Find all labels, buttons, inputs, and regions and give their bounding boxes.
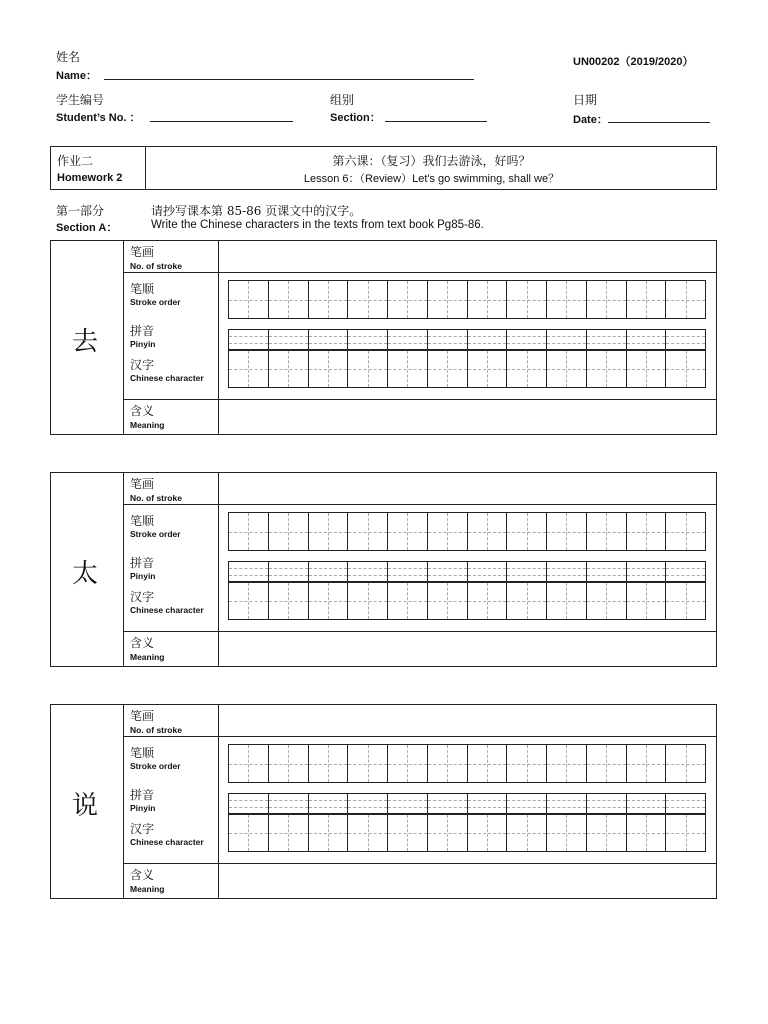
writing-cell[interactable] <box>269 794 309 813</box>
pinyin-label-en: Pinyin <box>130 339 156 349</box>
writing-cell[interactable] <box>269 583 309 619</box>
writing-cell[interactable] <box>309 513 349 550</box>
writing-cell[interactable] <box>507 794 547 813</box>
pinyin-label-en: Pinyin <box>130 803 156 813</box>
stroke-order-label-en: Stroke order <box>130 761 181 771</box>
writing-cell[interactable] <box>507 815 547 851</box>
writing-cell[interactable] <box>348 745 388 782</box>
section-a-instruction-cn: 请抄写课本第 85-86 页课文中的汉字。 <box>151 204 362 218</box>
writing-cell[interactable] <box>587 513 627 550</box>
writing-cell[interactable] <box>428 583 468 619</box>
character-label-cn: 汉字 <box>130 358 155 372</box>
writing-cell[interactable] <box>547 794 587 813</box>
writing-cell[interactable] <box>269 513 309 550</box>
section-label-en: Section： <box>330 112 381 124</box>
pinyin-grid <box>228 329 706 350</box>
character-label-en: Chinese character <box>130 373 204 383</box>
character-grid <box>228 350 706 388</box>
name-label-en: Name： <box>56 70 97 82</box>
writing-cell[interactable] <box>587 583 627 619</box>
writing-cell[interactable] <box>547 330 587 349</box>
section-a-label-cn: 第一部分 <box>56 204 105 218</box>
writing-cell[interactable] <box>547 351 587 387</box>
title-box <box>50 146 717 190</box>
course-code: UN00202（2019/2020） <box>573 56 694 68</box>
writing-cell[interactable] <box>388 351 428 387</box>
writing-cell[interactable] <box>229 745 269 782</box>
writing-cell[interactable] <box>229 815 269 851</box>
writing-cell[interactable] <box>627 351 667 387</box>
pinyin-label-en: Pinyin <box>130 571 156 581</box>
character-label-en: Chinese character <box>130 837 204 847</box>
strokes-label-en: No. of stroke <box>130 725 182 735</box>
writing-cell[interactable] <box>388 745 428 782</box>
stroke-order-grid <box>228 512 706 551</box>
writing-cell[interactable] <box>587 281 627 318</box>
character-label-cn: 汉字 <box>130 822 155 836</box>
writing-cell[interactable] <box>309 583 349 619</box>
writing-cell[interactable] <box>269 330 309 349</box>
writing-cell[interactable] <box>348 794 388 813</box>
pinyin-label-cn: 拼音 <box>130 556 155 570</box>
writing-cell[interactable] <box>666 330 705 349</box>
writing-cell[interactable] <box>627 513 667 550</box>
writing-cell[interactable] <box>468 815 508 851</box>
homework-label-cn: 作业二 <box>57 154 94 168</box>
writing-cell[interactable] <box>547 281 587 318</box>
writing-cell[interactable] <box>587 794 627 813</box>
writing-cell[interactable] <box>428 351 468 387</box>
writing-cell[interactable] <box>309 815 349 851</box>
meaning-label-en: Meaning <box>130 652 165 662</box>
student-no-label-cn: 学生编号 <box>56 93 105 107</box>
writing-cell[interactable] <box>428 562 468 581</box>
writing-cell[interactable] <box>229 562 269 581</box>
writing-cell[interactable] <box>587 351 627 387</box>
writing-cell[interactable] <box>507 281 547 318</box>
writing-cell[interactable] <box>388 281 428 318</box>
writing-cell[interactable] <box>428 745 468 782</box>
name-field[interactable] <box>104 79 474 80</box>
section-a-label-en: Section A： <box>56 222 118 234</box>
stroke-order-label-cn: 笔顺 <box>130 282 155 296</box>
writing-cell[interactable] <box>309 745 349 782</box>
writing-cell[interactable] <box>428 330 468 349</box>
writing-cell[interactable] <box>229 281 269 318</box>
date-label-cn: 日期 <box>573 93 598 107</box>
writing-cell[interactable] <box>269 351 309 387</box>
writing-cell[interactable] <box>507 583 547 619</box>
writing-cell[interactable] <box>229 583 269 619</box>
writing-cell[interactable] <box>468 330 508 349</box>
writing-cell[interactable] <box>468 562 508 581</box>
character-grid <box>228 814 706 852</box>
writing-cell[interactable] <box>348 351 388 387</box>
writing-cell[interactable] <box>627 794 667 813</box>
stroke-order-grid <box>228 280 706 319</box>
writing-cell[interactable] <box>666 351 705 387</box>
lesson-title-en: Lesson 6：（Review）Let's go swimming, shall we？ <box>303 173 560 185</box>
strokes-label-en: No. of stroke <box>130 261 182 271</box>
writing-cell[interactable] <box>547 745 587 782</box>
writing-cell[interactable] <box>309 330 349 349</box>
writing-cell[interactable] <box>229 794 269 813</box>
writing-cell[interactable] <box>666 583 705 619</box>
writing-cell[interactable] <box>348 330 388 349</box>
section-a-instruction-en: Write the Chinese characters in the texts from text book Pg85-86. <box>151 219 484 231</box>
writing-cell[interactable] <box>348 815 388 851</box>
writing-cell[interactable] <box>468 794 508 813</box>
writing-cell[interactable] <box>309 794 349 813</box>
meaning-label-en: Meaning <box>130 884 165 894</box>
character-label-cn: 汉字 <box>130 590 155 604</box>
writing-cell[interactable] <box>627 562 667 581</box>
character-grid <box>228 582 706 620</box>
writing-cell[interactable] <box>666 745 705 782</box>
writing-cell[interactable] <box>507 513 547 550</box>
lesson-title-cn: 第六课：（复习）我们去游泳，好吗？ <box>332 154 531 168</box>
writing-cell[interactable] <box>666 513 705 550</box>
writing-cell[interactable] <box>627 815 667 851</box>
writing-cell[interactable] <box>269 281 309 318</box>
writing-cell[interactable] <box>666 562 705 581</box>
writing-cell[interactable] <box>468 513 508 550</box>
strokes-label-en: No. of stroke <box>130 493 182 503</box>
homework-label-en: Homework 2 <box>57 172 123 184</box>
strokes-label-cn: 笔画 <box>130 477 155 491</box>
writing-cell[interactable] <box>388 794 428 813</box>
writing-cell[interactable] <box>388 815 428 851</box>
stroke-order-label-cn: 笔顺 <box>130 746 155 760</box>
writing-cell[interactable] <box>388 330 428 349</box>
writing-cell[interactable] <box>666 815 705 851</box>
student-no-field[interactable] <box>150 121 293 122</box>
date-label-en: Date： <box>573 114 608 126</box>
writing-cell[interactable] <box>428 815 468 851</box>
section-field[interactable] <box>385 121 487 122</box>
name-label-cn: 姓名 <box>56 50 81 64</box>
writing-cell[interactable] <box>468 281 508 318</box>
writing-cell[interactable] <box>627 745 667 782</box>
writing-cell[interactable] <box>269 815 309 851</box>
writing-cell[interactable] <box>547 815 587 851</box>
stroke-order-grid <box>228 744 706 783</box>
meaning-label-cn: 含义 <box>130 868 155 882</box>
character-practice-block <box>50 472 717 667</box>
writing-cell[interactable] <box>309 281 349 318</box>
date-field[interactable] <box>608 122 710 123</box>
writing-cell[interactable] <box>587 745 627 782</box>
writing-cell[interactable] <box>627 330 667 349</box>
meaning-label-en: Meaning <box>130 420 165 430</box>
writing-cell[interactable] <box>428 794 468 813</box>
writing-cell[interactable] <box>388 513 428 550</box>
writing-cell[interactable] <box>666 281 705 318</box>
meaning-label-cn: 含义 <box>130 404 155 418</box>
character-practice-block <box>50 240 717 435</box>
writing-cell[interactable] <box>666 794 705 813</box>
pinyin-grid <box>228 561 706 582</box>
strokes-label-cn: 笔画 <box>130 245 155 259</box>
writing-cell[interactable] <box>587 562 627 581</box>
pinyin-label-cn: 拼音 <box>130 324 155 338</box>
writing-cell[interactable] <box>587 815 627 851</box>
stroke-order-label-cn: 笔顺 <box>130 514 155 528</box>
writing-cell[interactable] <box>348 281 388 318</box>
writing-cell[interactable] <box>229 351 269 387</box>
writing-cell[interactable] <box>507 351 547 387</box>
writing-cell[interactable] <box>388 562 428 581</box>
writing-cell[interactable] <box>229 330 269 349</box>
writing-cell[interactable] <box>627 281 667 318</box>
writing-cell[interactable] <box>309 351 349 387</box>
writing-cell[interactable] <box>428 281 468 318</box>
writing-cell[interactable] <box>547 513 587 550</box>
writing-cell[interactable] <box>428 513 468 550</box>
writing-cell[interactable] <box>229 513 269 550</box>
writing-cell[interactable] <box>388 583 428 619</box>
writing-cell[interactable] <box>507 330 547 349</box>
pinyin-label-cn: 拼音 <box>130 788 155 802</box>
stroke-order-label-en: Stroke order <box>130 297 181 307</box>
pinyin-grid <box>228 793 706 814</box>
writing-cell[interactable] <box>348 562 388 581</box>
writing-cell[interactable] <box>348 583 388 619</box>
practice-character: 去 <box>72 327 99 357</box>
section-label-cn: 组别 <box>330 93 355 107</box>
writing-cell[interactable] <box>587 330 627 349</box>
character-practice-block <box>50 704 717 899</box>
writing-cell[interactable] <box>627 583 667 619</box>
writing-cell[interactable] <box>547 562 587 581</box>
writing-cell[interactable] <box>468 351 508 387</box>
writing-cell[interactable] <box>507 745 547 782</box>
writing-cell[interactable] <box>507 562 547 581</box>
practice-character: 太 <box>72 559 99 589</box>
writing-cell[interactable] <box>547 583 587 619</box>
strokes-label-cn: 笔画 <box>130 709 155 723</box>
character-label-en: Chinese character <box>130 605 204 615</box>
writing-cell[interactable] <box>468 583 508 619</box>
writing-cell[interactable] <box>468 745 508 782</box>
student-no-label-en: Student’s No. ： <box>56 112 141 124</box>
meaning-label-cn: 含义 <box>130 636 155 650</box>
writing-cell[interactable] <box>309 562 349 581</box>
writing-cell[interactable] <box>348 513 388 550</box>
writing-cell[interactable] <box>269 562 309 581</box>
stroke-order-label-en: Stroke order <box>130 529 181 539</box>
practice-character: 说 <box>72 791 99 821</box>
writing-cell[interactable] <box>269 745 309 782</box>
